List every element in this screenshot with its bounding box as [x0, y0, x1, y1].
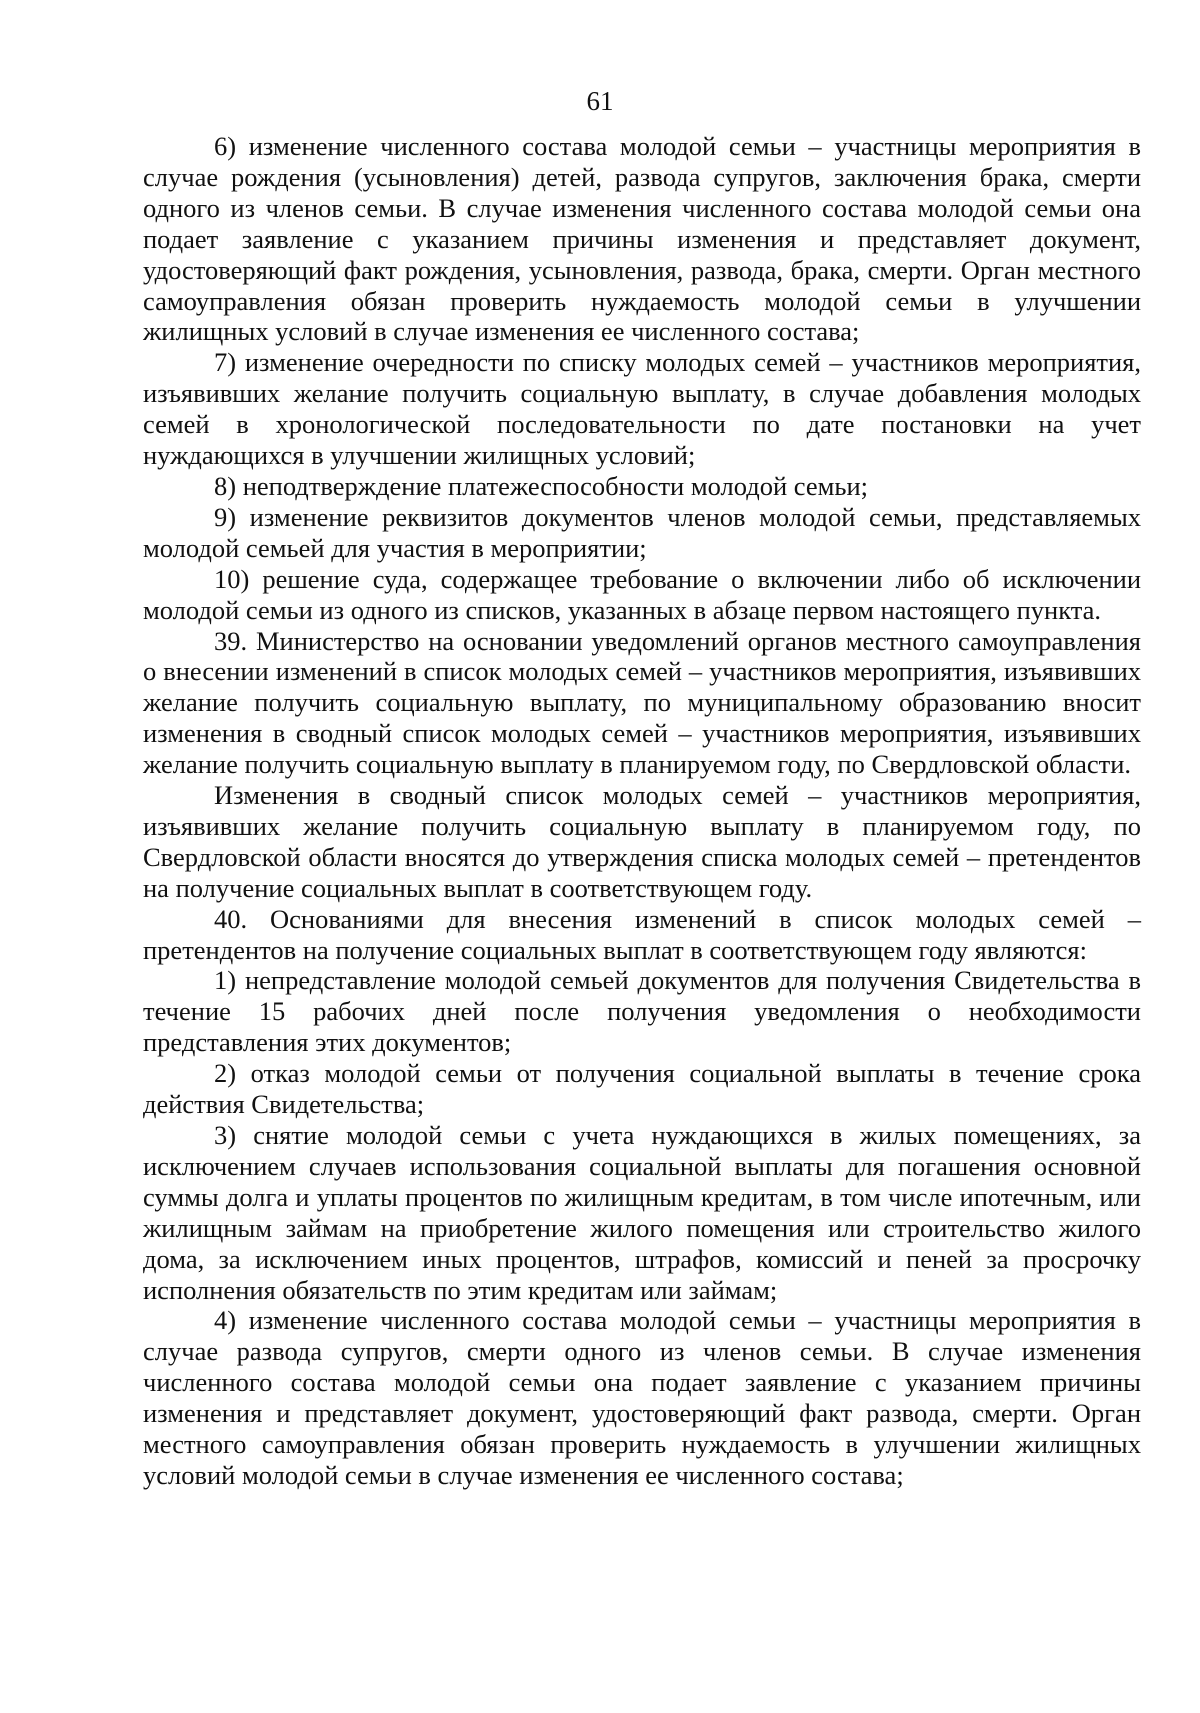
- paragraph-item-4-family-composition: 4) изменение численного состава молодой семьи – участницы мероприятия в случае развода супругов, смерти одного из членов семьи. В случае изменения численного состава молодой семьи она подает заявление с указанием причины изменения и представляет документ, удостоверяющий факт развода, смерти. Орган местного самоуправления обязан проверить нуждаемость в улучшении жилищных условий молодой семьи в случае изменения ее численного состава;: [143, 1305, 1141, 1490]
- paragraph-clause-39-changes: Изменения в сводный список молодых семей – участников мероприятия, изъявивших желание получить социальную выплату в планируемом году, по Свердловской области вносятся до утверждения списка молодых семей – претендентов на получение социальных выплат в соответствующем году.: [143, 780, 1141, 903]
- paragraph-item-3-deregistration: 3) снятие молодой семьи с учета нуждающихся в жилых помещениях, за исключением случаев использования социальной выплаты для погашения основной суммы долга и уплаты процентов по жилищным кредитам, в том числе ипотечным, или жилищным займам на приобретение жилого помещения или строительство жилого дома, за исключением иных процентов, штрафов, комиссий и пеней за просрочку исполнения обязательств по этим кредитам или займам;: [143, 1120, 1141, 1305]
- paragraph-clause-39: 39. Министерство на основании уведомлений органов местного самоуправления о внесении изменений в список молодых семей – участников мероприятия, изъявивших желание получить социальную выплату, по муниципальному образованию вносит изменения в сводный список молодых семей – участников мероприятия, изъявивших желание получить социальную выплату в планируемом году, по Свердловской области.: [143, 625, 1141, 780]
- paragraph-item-1-documents: 1) непредставление молодой семьей документов для получения Свидетельства в течение 15 рабочих дней после получения уведомления о необходимости представления этих документов;: [143, 965, 1141, 1058]
- paragraph-item-10-court-decision: 10) решение суда, содержащее требование о включении либо об исключении молодой семьи из одного из списков, указанных в абзаце первом настоящего пункта.: [143, 563, 1141, 625]
- page-number: 61: [586, 86, 614, 116]
- paragraph-item-7-queue-order: 7) изменение очередности по списку молодых семей – участников мероприятия, изъявивших желание получить социальную выплату, в случае добавления молодых семей в хронологической последовательности по дате постановки на учет нуждающихся в улучшении жилищных условий;: [143, 347, 1141, 471]
- paragraph-item-9-document-details: 9) изменение реквизитов документов членов молодой семьи, представляемых молодой семьей для участия в мероприятии;: [143, 501, 1141, 563]
- paragraph-clause-40: 40. Основаниями для внесения изменений в список молодых семей – претендентов на получение социальных выплат в соответствующем году являются:: [143, 903, 1141, 965]
- document-body: [143, 131, 1141, 1491]
- paragraph-item-8-solvency: 8) неподтверждение платежеспособности молодой семьи;: [214, 470, 869, 501]
- paragraph-item-6-family-composition: 6) изменение численного состава молодой семьи – участницы мероприятия в случае рождения (усыновления) детей, развода супругов, заключения брака, смерти одного из членов семьи. В случае изменения численного состава молодой семьи она подает заявление с указанием причины изменения и представляет документ, удостоверяющий факт рождения, усыновления, развода, брака, смерти. Орган местного самоуправления обязан проверить нуждаемость молодой семьи в улучшении жилищных условий в случае изменения ее численного состава;: [143, 131, 1141, 347]
- paragraph-item-2-refusal: 2) отказ молодой семьи от получения социальной выплаты в течение срока действия Свидетельства;: [143, 1058, 1141, 1120]
